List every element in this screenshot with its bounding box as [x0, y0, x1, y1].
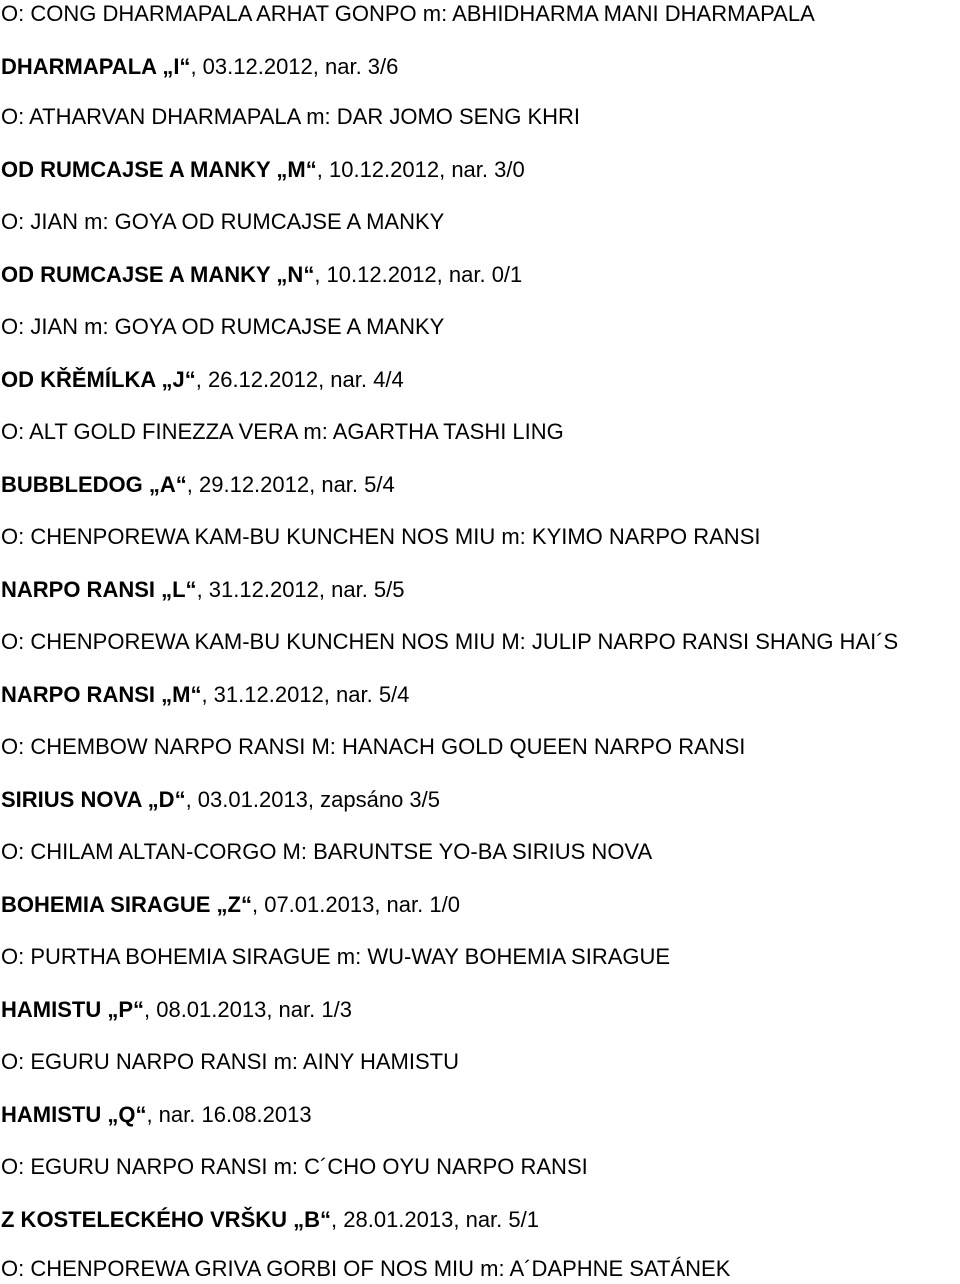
parents-line: O: CHEMBOW NARPO RANSI M: HANACH GOLD QUEEN NARPO RANSI [1, 734, 746, 759]
litter-name: Z KOSTELECKÉHO VRŠKU „B“ [1, 1207, 332, 1232]
litter-line [1, 470, 959, 500]
litter-details: , 10.12.2012, nar. 3/0 [316, 157, 525, 182]
litter-line [1, 785, 959, 815]
parents-line: O: EGURU NARPO RANSI m: AINY HAMISTU [1, 1049, 459, 1074]
litter-line [1, 155, 959, 185]
litter-name: NARPO RANSI „L“ [1, 577, 197, 602]
litter-line [1, 260, 959, 290]
litter-details: , 08.01.2013, nar. 1/3 [144, 997, 352, 1022]
parents-line: O: CONG DHARMAPALA ARHAT GONPO m: ABHIDHARMA MANI DHARMAPALA [1, 1, 815, 26]
litter-name: DHARMAPALA „I“ [1, 54, 191, 79]
litter-details: , 28.01.2013, nar. 5/1 [331, 1207, 539, 1232]
litter-name: BOHEMIA SIRAGUE „Z“ [1, 892, 252, 917]
litter-name: SIRIUS NOVA „D“ [1, 787, 186, 812]
litter-details: , 31.12.2012, nar. 5/4 [201, 682, 410, 707]
litter-details: , 07.01.2013, nar. 1/0 [251, 892, 460, 917]
litter-name: OD RUMCAJSE A MANKY „N“ [1, 262, 315, 287]
litter-name: BUBBLEDOG „A“ [1, 472, 187, 497]
litter-line [1, 1100, 959, 1130]
litter-details: , 03.12.2012, nar. 3/6 [190, 54, 399, 79]
parents-line: O: CHILAM ALTAN-CORGO M: BARUNTSE YO-BA SIRIUS NOVA [1, 839, 653, 864]
litter-details: , 31.12.2012, nar. 5/5 [196, 577, 405, 602]
parents-line: O: CHENPOREWA KAM-BU KUNCHEN NOS MIU m: KYIMO NARPO RANSI [1, 524, 761, 549]
parents-line: O: EGURU NARPO RANSI m: C´CHO OYU NARPO RANSI [1, 1154, 588, 1179]
litter-line [1, 52, 959, 82]
litter-name: HAMISTU „Q“ [1, 1102, 147, 1127]
litter-details: , 29.12.2012, nar. 5/4 [186, 472, 395, 497]
parents-line: O: JIAN m: GOYA OD RUMCAJSE A MANKY [1, 209, 445, 234]
parents-line: O: PURTHA BOHEMIA SIRAGUE m: WU-WAY BOHEMIA SIRAGUE [1, 944, 671, 969]
litter-line [1, 680, 959, 710]
litter-details: , nar. 16.08.2013 [146, 1102, 312, 1127]
litter-line [1, 575, 959, 605]
litter-details: , 26.12.2012, nar. 4/4 [195, 367, 404, 392]
litter-details: , 10.12.2012, nar. 0/1 [314, 262, 523, 287]
litter-name: OD RUMCAJSE A MANKY „M“ [1, 157, 317, 182]
parents-line: O: CHENPOREWA KAM-BU KUNCHEN NOS MIU M: JULIP NARPO RANSI SHANG HAI´S [1, 629, 899, 654]
litter-name: NARPO RANSI „M“ [1, 682, 202, 707]
litter-details: , 03.01.2013, zapsáno 3/5 [185, 787, 441, 812]
litter-line [1, 890, 959, 920]
litter-line [1, 365, 959, 395]
litter-line [1, 1205, 959, 1235]
parents-line: O: ATHARVAN DHARMAPALA m: DAR JOMO SENG KHRI [1, 104, 581, 129]
parents-line: O: ALT GOLD FINEZZA VERA m: AGARTHA TASHI LING [1, 419, 564, 444]
litter-name: HAMISTU „P“ [1, 997, 144, 1022]
parents-line: O: CHENPOREWA GRIVA GORBI OF NOS MIU m: A´DAPHNE SATÁNEK [1, 1256, 731, 1281]
litter-line [1, 995, 959, 1025]
parents-line: O: JIAN m: GOYA OD RUMCAJSE A MANKY [1, 314, 445, 339]
litter-name: OD KŘĚMÍLKA „J“ [1, 367, 196, 392]
